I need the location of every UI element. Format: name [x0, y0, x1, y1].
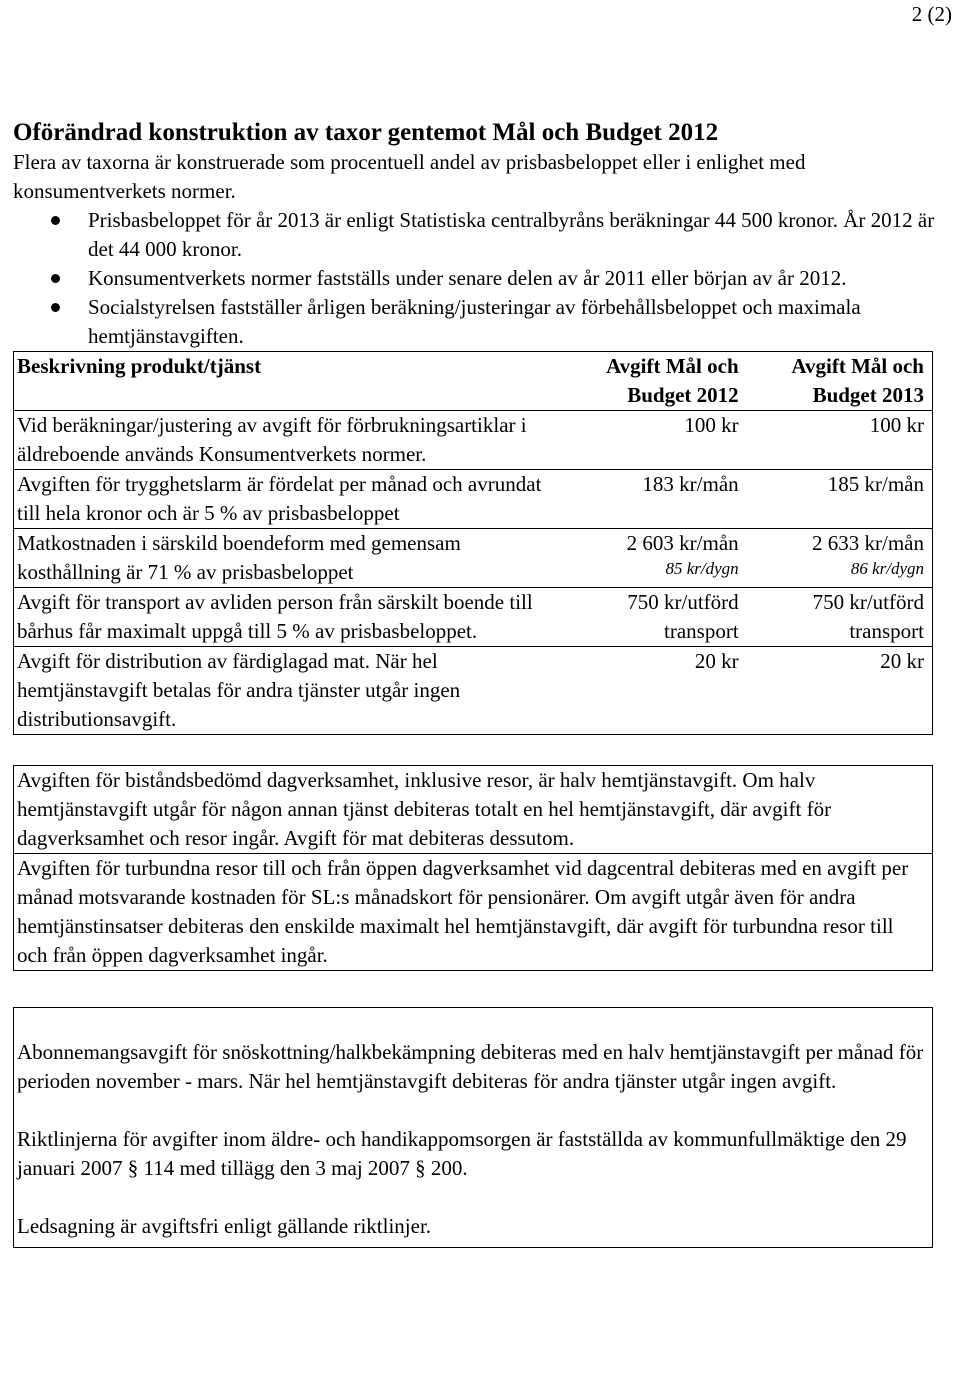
bullet-text: Socialstyrelsen fastställer årligen beräkning/justeringar av förbehållsbeloppet och maximala hemtjänstavgiften.: [88, 295, 861, 348]
bullet-icon: [51, 303, 60, 312]
bullet-icon: [51, 216, 60, 225]
bullet-item: [13, 264, 948, 293]
bullet-icon: [51, 274, 60, 283]
fee-2012-value: 750 kr/utförd transport: [627, 590, 739, 643]
row-description: Matkostnaden i särskild boendeform med gemensam kosthållning är 71 % av prisbasbeloppet: [14, 529, 554, 588]
daycare-fee-paragraph: Avgiften för biståndsbedömd dagverksamhet, inklusive resor, är halv hemtjänstavgift. Om halv hemtjänstavgift utgår för någon annan tjänst debiteras totalt en hel hemtjänstavgift, där avgift för dagverksamhet och resor ingår. Avgift för mat debiteras dessutom.: [17, 768, 832, 850]
fee-2012-value: 20 kr: [694, 649, 739, 673]
guidelines-paragraph: Riktlinjerna för avgifter inom äldre- och handikappomsorgen är fastställda av kommunfullmäktige den 29 januari 2007 § 114 med tillägg den 3 maj 2007 § 200.: [17, 1127, 907, 1180]
fee-2013-note: 86 kr/dygn: [850, 559, 924, 578]
fee-2013-value: 2 633 kr/mån: [812, 531, 924, 555]
row-fee-2013: [747, 647, 933, 735]
intro-paragraph: Flera av taxorna är konstruerade som procentuell andel av prisbasbeloppet eller i enlighet med konsumentverkets normer.: [13, 150, 806, 203]
fee-2013-value: 100 kr: [869, 413, 924, 437]
snow-clearing-paragraph: Abonnemangsavgift för snöskottning/halkbekämpning debiteras med en halv hemtjänstavgift per månad för perioden november - mars. När hel hemtjänstavgift debiteras för andra tjänster utgår ingen avgift.: [17, 1040, 924, 1093]
row-fee-2013: [747, 529, 933, 588]
bullet-item: [13, 206, 948, 264]
bullet-text: Konsumentverkets normer fastställs under senare delen av år 2011 eller början av år 2012.: [88, 266, 847, 290]
transport-fee-paragraph: Avgiften för turbundna resor till och från öppen dagverksamhet vid dagcentral debiteras med en avgift per månad motsvarande kostnaden för SL:s månadskort för pensionärer. Om avgift utgår även för andra hemtjänstinsatser debiteras den enskilde maximalt hel hemtjänstavgift, där avgift för turbundna resor till och från öppen dagverksamhet ingår.: [14, 853, 932, 970]
fee-2012-note: 85 kr/dygn: [665, 559, 739, 578]
row-fee-2012: [554, 411, 747, 470]
fee-2013-value: 750 kr/utförd transport: [812, 590, 924, 643]
row-fee-2012: [554, 470, 747, 529]
table-row: [14, 470, 933, 529]
row-description: Vid beräkningar/justering av avgift för förbrukningsartiklar i äldreboende används Konsumentverkets normer.: [14, 411, 554, 470]
header-budget-2012: [554, 352, 747, 411]
section-title: Oförändrad konstruktion av taxor gentemot Mål och Budget 2012: [13, 119, 719, 146]
table-row: [14, 588, 933, 647]
table-header-row: [14, 352, 933, 411]
fee-2012-value: 100 kr: [684, 413, 739, 437]
escort-paragraph: Ledsagning är avgiftsfri enligt gällande riktlinjer.: [17, 1214, 432, 1238]
page-number: 2 (2): [911, 2, 952, 26]
fee-table: [13, 351, 933, 735]
header-budget-2013-line2: Budget 2013: [812, 383, 924, 407]
header-budget-2013-line1: Avgift Mål och: [791, 354, 924, 378]
row-fee-2013: [747, 411, 933, 470]
row-fee-2013: [747, 470, 933, 529]
row-description: Avgiften för trygghetslarm är fördelat per månad och avrundat till hela kronor och är 5 % av prisbasbeloppet: [14, 470, 554, 529]
fee-2013-value: 20 kr: [880, 649, 924, 673]
other-fees-box: [13, 1007, 933, 1248]
table-row: [14, 529, 933, 588]
header-description: Beskrivning produkt/tjänst: [14, 352, 554, 411]
header-budget-2013: [747, 352, 933, 411]
header-budget-2012-line2: Budget 2012: [627, 383, 739, 407]
daycare-fee-box: [13, 765, 933, 971]
row-fee-2012: [554, 588, 747, 647]
bullet-item: [13, 293, 948, 351]
fee-2012-value: 2 603 kr/mån: [626, 531, 739, 555]
row-fee-2012: [554, 647, 747, 735]
bullet-list: [13, 206, 948, 351]
row-description: Avgift för transport av avliden person från särskilt boende till bårhus får maximalt uppgå till 5 % av prisbasbeloppet.: [14, 588, 554, 647]
row-fee-2013: [747, 588, 933, 647]
row-description: Avgift för distribution av färdiglagad mat. När hel hemtjänstavgift betalas för andra tjänster utgår ingen distributionsavgift.: [14, 647, 554, 735]
header-budget-2012-line1: Avgift Mål och: [606, 354, 739, 378]
fee-2012-value: 183 kr/mån: [642, 472, 739, 496]
row-fee-2012: [554, 529, 747, 588]
fee-2013-value: 185 kr/mån: [827, 472, 924, 496]
table-row: [14, 411, 933, 470]
table-row: [14, 647, 933, 735]
document-body: [13, 117, 948, 1248]
bullet-text: Prisbasbeloppet för år 2013 är enligt Statistiska centralbyråns beräkningar 44 500 kronor. År 2012 är det 44 000 kronor.: [88, 208, 935, 261]
